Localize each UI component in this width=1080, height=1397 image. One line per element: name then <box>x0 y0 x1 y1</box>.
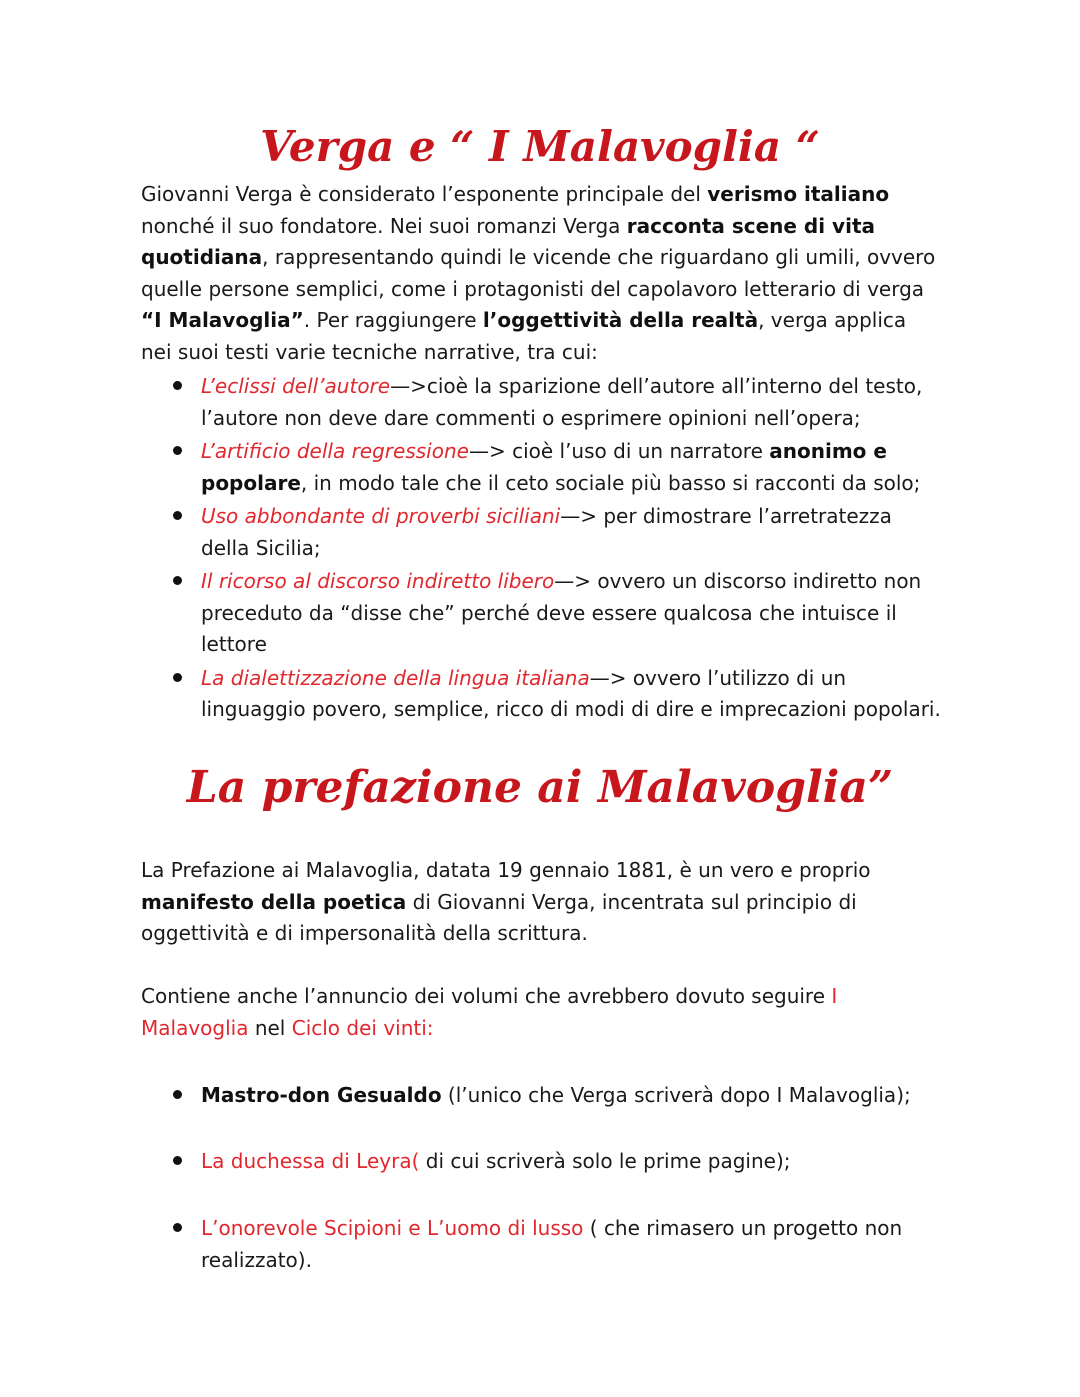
intro-text-5: , verga applica nei suoi testi varie tecniche narrative, tra cui: <box>141 308 907 364</box>
list-item <box>141 1080 941 1112</box>
list-item <box>141 501 946 564</box>
list-item <box>141 566 946 661</box>
bullet-icon <box>173 576 182 585</box>
list-item <box>141 1146 941 1178</box>
volume-item-leyra <box>141 1146 941 1178</box>
volume-text: (l’unico che Verga scriverà dopo I Malavoglia); <box>441 1083 911 1107</box>
bullet-icon <box>173 446 182 455</box>
volume-red: L’onorevole Scipioni e L’uomo di lusso <box>201 1216 584 1240</box>
technique-text: —>cioè la sparizione dell’autore all’interno del testo, l’autore non deve dare commenti o esprimere opinioni nell’opera; <box>201 374 923 430</box>
technique-term: L’eclissi dell’autore <box>201 374 391 398</box>
para3-text-2: nel <box>248 1015 292 1040</box>
intro-paragraph <box>141 179 941 368</box>
volume-bold: Mastro-don Gesualdo <box>201 1083 442 1107</box>
volume-red: La duchessa di Leyra( <box>201 1149 420 1173</box>
intro-text-3: , rappresentando quindi le vicende che riguardano gli umili, ovvero quelle persone semplici, come i protagonisti del capolavoro letterario di verga <box>141 245 936 301</box>
bullet-icon <box>173 381 182 390</box>
list-item <box>141 663 946 726</box>
para2-bold-manifesto: manifesto della poetica <box>141 889 407 914</box>
para3-red-ciclo: Ciclo dei vinti: <box>291 1015 434 1040</box>
technique-text-2: , in modo tale che il ceto sociale più basso si racconti da solo; <box>300 470 921 495</box>
volume-text: di cui scriverà solo le prime pagine); <box>419 1149 791 1173</box>
intro-text-2: nonché il suo fondatore. Nei suoi romanzi Verga <box>141 213 627 238</box>
technique-term: Il ricorso al discorso indiretto libero <box>201 569 555 593</box>
technique-text: —> per dimostrare l’arretratezza della Sicilia; <box>201 504 892 560</box>
bullet-icon <box>173 511 182 520</box>
techniques-list <box>141 371 946 728</box>
volume-item-gesualdo <box>141 1080 941 1112</box>
intro-bold-scene: racconta scene di vita quotidiana <box>141 213 876 269</box>
intro-text-1: Giovanni Verga è considerato l’esponente principale del <box>141 182 708 206</box>
technique-term: Uso abbondante di proverbi siciliani <box>201 504 561 528</box>
technique-bold: anonimo e popolare <box>201 439 887 495</box>
technique-text: —> cioè l’uso di un narratore <box>468 439 770 463</box>
volume-item-scipioni <box>141 1213 941 1276</box>
technique-text: —> ovvero un discorso indiretto non preceduto da “disse che” perché deve essere qualcosa che intuisce il lettore <box>201 569 922 656</box>
list-item <box>141 1213 941 1276</box>
prefazione-paragraph <box>141 855 941 950</box>
technique-term: L’artificio della regressione <box>201 439 469 463</box>
bullet-icon <box>173 673 182 682</box>
ciclo-paragraph <box>141 981 941 1044</box>
list-item <box>141 436 946 499</box>
list-item <box>141 371 946 434</box>
para3-text-1: Contiene anche l’annuncio dei volumi che avrebbero dovuto seguire <box>141 984 832 1008</box>
title-verga-malavoglia: Verga e “ I Malavoglia “ <box>260 122 820 171</box>
intro-text-4: . Per raggiungere <box>303 308 483 332</box>
para2-text-1: La Prefazione ai Malavoglia, datata 19 gennaio 1881, è un vero e proprio <box>141 858 871 882</box>
volume-text: ( che rimasero un progetto non realizzato). <box>201 1216 903 1272</box>
para2-text-2: di Giovanni Verga, incentrata sul principio di oggettività e di impersonalità della scrittura. <box>141 889 857 945</box>
bullet-icon <box>173 1090 182 1099</box>
technique-term: La dialettizzazione della lingua italiana <box>201 665 590 690</box>
para3-red-malavoglia: I Malavoglia <box>141 984 838 1040</box>
technique-text: —> ovvero l’utilizzo di un linguaggio povero, semplice, ricco di modi di dire e imprecazioni popolari. <box>201 665 941 721</box>
intro-bold-oggettivita: l’oggettività della realtà <box>482 308 759 332</box>
bullet-icon <box>173 1156 182 1165</box>
intro-bold-verismo: verismo italiano <box>707 182 890 206</box>
intro-bold-malavoglia: “I Malavoglia” <box>141 308 304 332</box>
bullet-icon <box>173 1223 182 1232</box>
title-prefazione: La prefazione ai Malavoglia” <box>186 762 894 813</box>
